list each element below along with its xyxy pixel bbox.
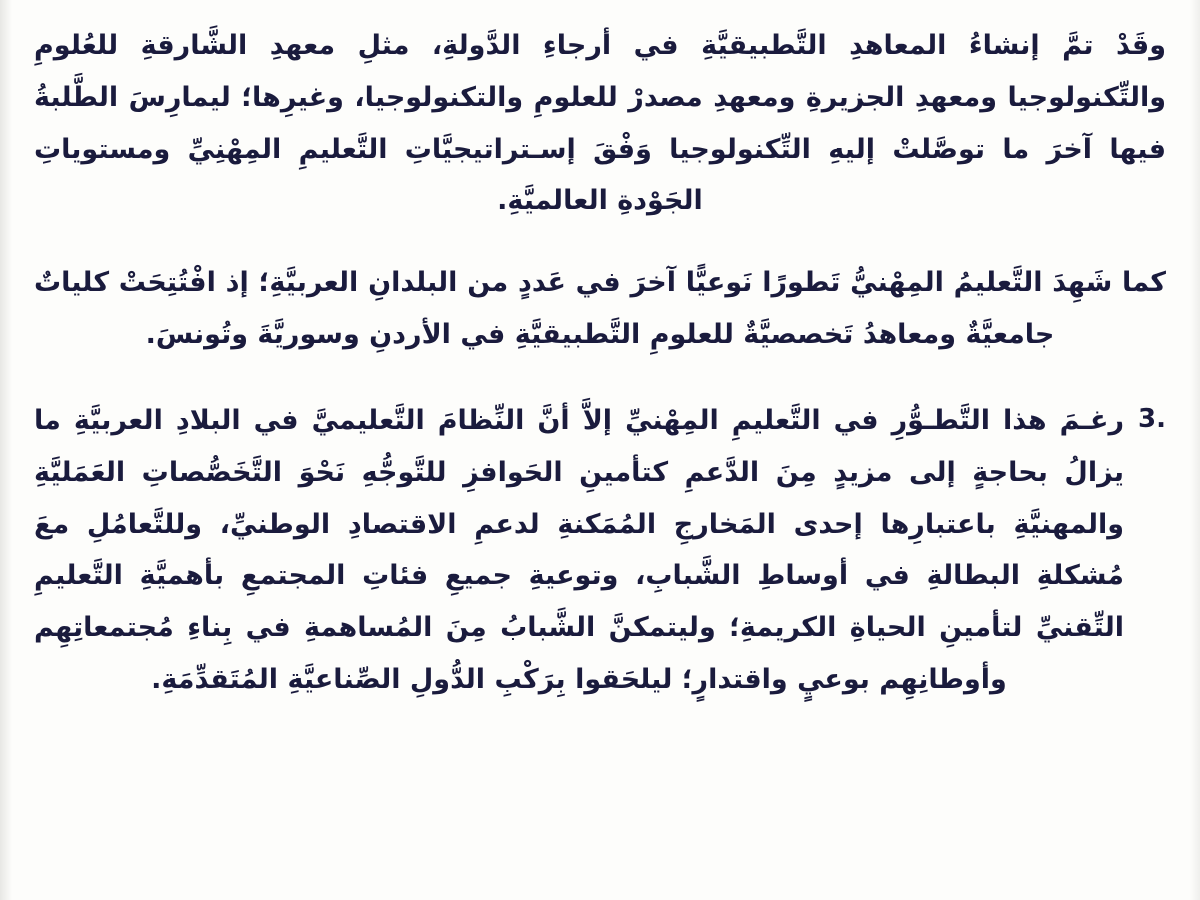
paragraph-2: كما شَهِدَ التَّعليمُ المِهْنيُّ تَطورًا نَوعيًّا آخرَ في عَددٍ من البلدانِ العربيَّةِ؛ إذ افْتُتِحَتْ كلياتٌ جامعيَّةٌ ومعاهدُ تَخصصيَّةٌ للعلومِ التَّطبيقيَّةِ في الأردنِ وسوريَّةَ وتُونسَ. <box>34 267 1166 351</box>
document-body <box>34 20 1166 706</box>
paragraph-1: وقَدْ تمَّ إنشاءُ المعاهدِ التَّطبيقيَّةِ في أرجاءِ الدَّولةِ، مثلِ معهدِ الشَّارقةِ للعُلومِ والتِّكنولوجيا ومعهدِ الجزيرةِ ومعهدِ مصدرْ للعلومِ والتكنولوجيا، وغيرِها؛ ليمارِسَ الطَّلبةُ فيها آخرَ ما توصَّلتْ إليهِ التِّكنولوجيا وَفْقَ إسـتراتيجيَّاتِ التَّعليمِ المِهْنِيِّ ومستوياتِ الجَوْدةِ العالميَّةِ. <box>34 30 1166 217</box>
numbered-item-3-text: رغـمَ هذا التَّطـوُّرِ في التَّعليمِ المِهْنيِّ إلاَّ أنَّ النِّظامَ التَّعليميَّ في البلادِ العربيَّةِ ما يزالُ بحاجةٍ إلى مزيدٍ مِنَ الدَّعمِ كتأمينِ الحَوافزِ للتَّوجُّهِ نَحْوَ التَّخَصُّصاتِ العَمَليَّةِ والمهنيَّةِ باعتبارِها إحدى المَخارجِ المُمَكنةِ لدعمِ الاقتصادِ الوطنيِّ، وللتَّعامُلِ معَ مُشكلةِ البطالةِ في أوساطِ الشَّبابِ، وتوعيةِ جميعِ فئاتِ المجتمعِ بأهميَّةِ التَّعليمِ التِّقنيِّ لتأمينِ الحياةِ الكريمةِ؛ وليتمكنَّ الشَّبابُ مِنَ المُساهمةِ في بِناءِ مُجتمعاتِهِم وأوطانِهِم بوعيٍ واقتدارٍ؛ ليلحَقوا بِرَكْبِ الدُّولِ الصِّناعيَّةِ المُتَقدِّمَةِ. <box>34 404 1125 696</box>
numbered-item-3 <box>34 395 1166 706</box>
list-marker: .3 <box>1138 403 1166 434</box>
